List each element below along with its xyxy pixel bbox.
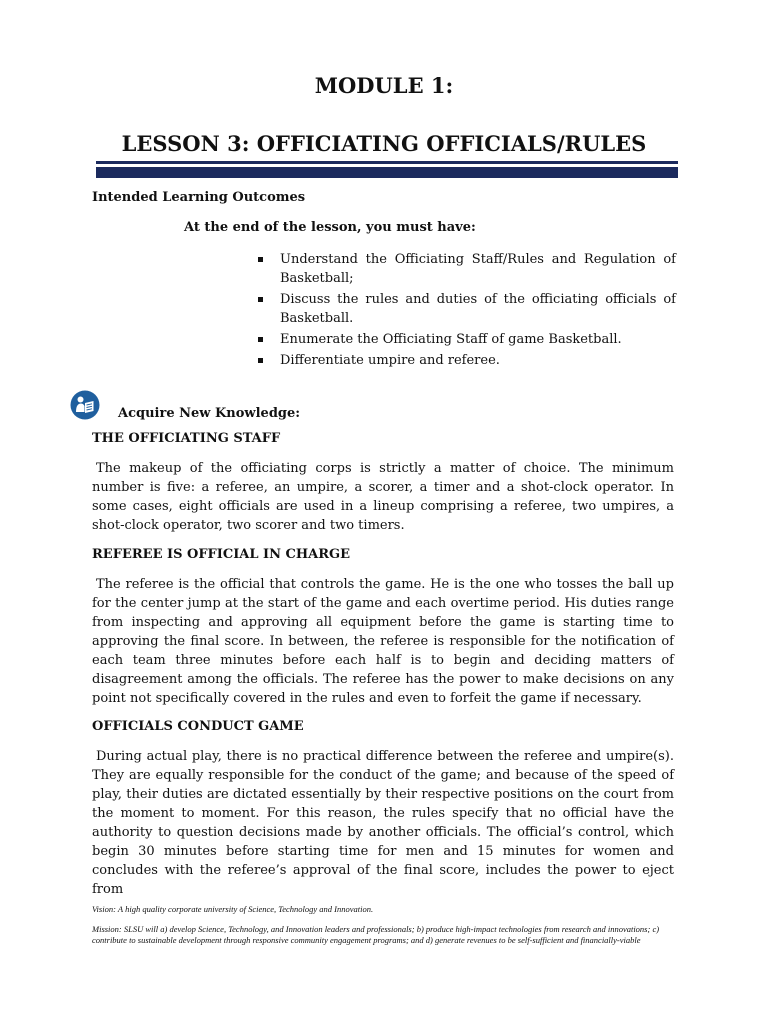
square-bullet-icon [258, 358, 263, 363]
title-divider-thick [96, 167, 678, 178]
mission-text: SLSU will a) develop Science, Technology, and Innovation leaders and professionals; b) produce high-impact technologies from research and innovations; c) contribute to sustainable development through responsive community engagement programs; and d) generate revenues to be self-sufficient and financially-viable [92, 924, 660, 945]
outcomes-intro: At the end of the lesson, you must have: [184, 220, 476, 235]
outcome-text: Differentiate umpire and referee. [280, 353, 500, 368]
section-text-referee: The referee is the official that controls the game. He is the one who tosses the ball up for the center jump at the start of the game and each overtime period. His duties range from inspecting and approving all equipment before the game is starting time to approving the final score. In between, the referee is responsible for the notification of each team three minutes before each half is to begin and deciding matters of disagreement among the officials. The referee has the power to make decisions on any point not specifically covered in the rules and even to forfeit the game if necessary. [92, 577, 674, 706]
list-item [256, 351, 676, 370]
section-heading-referee: REFEREE IS OFFICIAL IN CHARGE [92, 547, 351, 562]
reading-person-icon [70, 390, 100, 420]
square-bullet-icon [258, 337, 263, 342]
vision-text: A high quality corporate university of Science, Technology and Innovation. [117, 904, 374, 914]
square-bullet-icon [258, 297, 263, 302]
mission-label: Mission: [92, 924, 122, 934]
footer-vision [92, 904, 674, 915]
footer-mission [92, 924, 674, 946]
section-heading-officiating-staff: THE OFFICIATING STAFF [92, 431, 281, 446]
title-divider-thin [96, 161, 678, 164]
list-item [256, 290, 676, 328]
list-item [256, 330, 676, 349]
outcomes-list [256, 250, 676, 372]
square-bullet-icon [258, 257, 263, 262]
outcome-text: Understand the Officiating Staff/Rules and Regulation of Basketball; [280, 252, 676, 286]
module-title: MODULE 1: [314, 73, 454, 98]
list-item [256, 250, 676, 288]
section-text-officials-conduct: During actual play, there is no practical difference between the referee and umpire(s). They are equally responsible for the conduct of the game; and because of the speed of play, their duties are dictated essentially by their respective positions on the court from the moment to moment. For this reason, the rules specify that no official have the authority to question decisions made by another officials. The official’s control, which begin 30 minutes before starting time for men and 15 minutes for women and concludes with the referee’s approval of the final score, includes the power to eject from [92, 749, 674, 897]
section-heading-officials-conduct: OFFICIALS CONDUCT GAME [92, 719, 304, 734]
vision-label: Vision: [92, 904, 116, 914]
lesson-title: LESSON 3: OFFICIATING OFFICIALS/RULES [121, 131, 647, 156]
knowledge-heading: Acquire New Knowledge: [118, 406, 301, 421]
outcome-text: Discuss the rules and duties of the officiating officials of Basketball. [280, 292, 676, 326]
outcome-text: Enumerate the Officiating Staff of game Basketball. [280, 332, 622, 347]
section-text-officiating-staff: The makeup of the officiating corps is strictly a matter of choice. The minimum number is five: a referee, an umpire, a scorer, a timer and a shot-clock operator. In some cases, eight officials are used in a lineup comprising a referee, two umpires, a shot-clock operator, two scorer and two timers. [92, 461, 674, 533]
outcomes-heading: Intended Learning Outcomes [92, 190, 306, 205]
